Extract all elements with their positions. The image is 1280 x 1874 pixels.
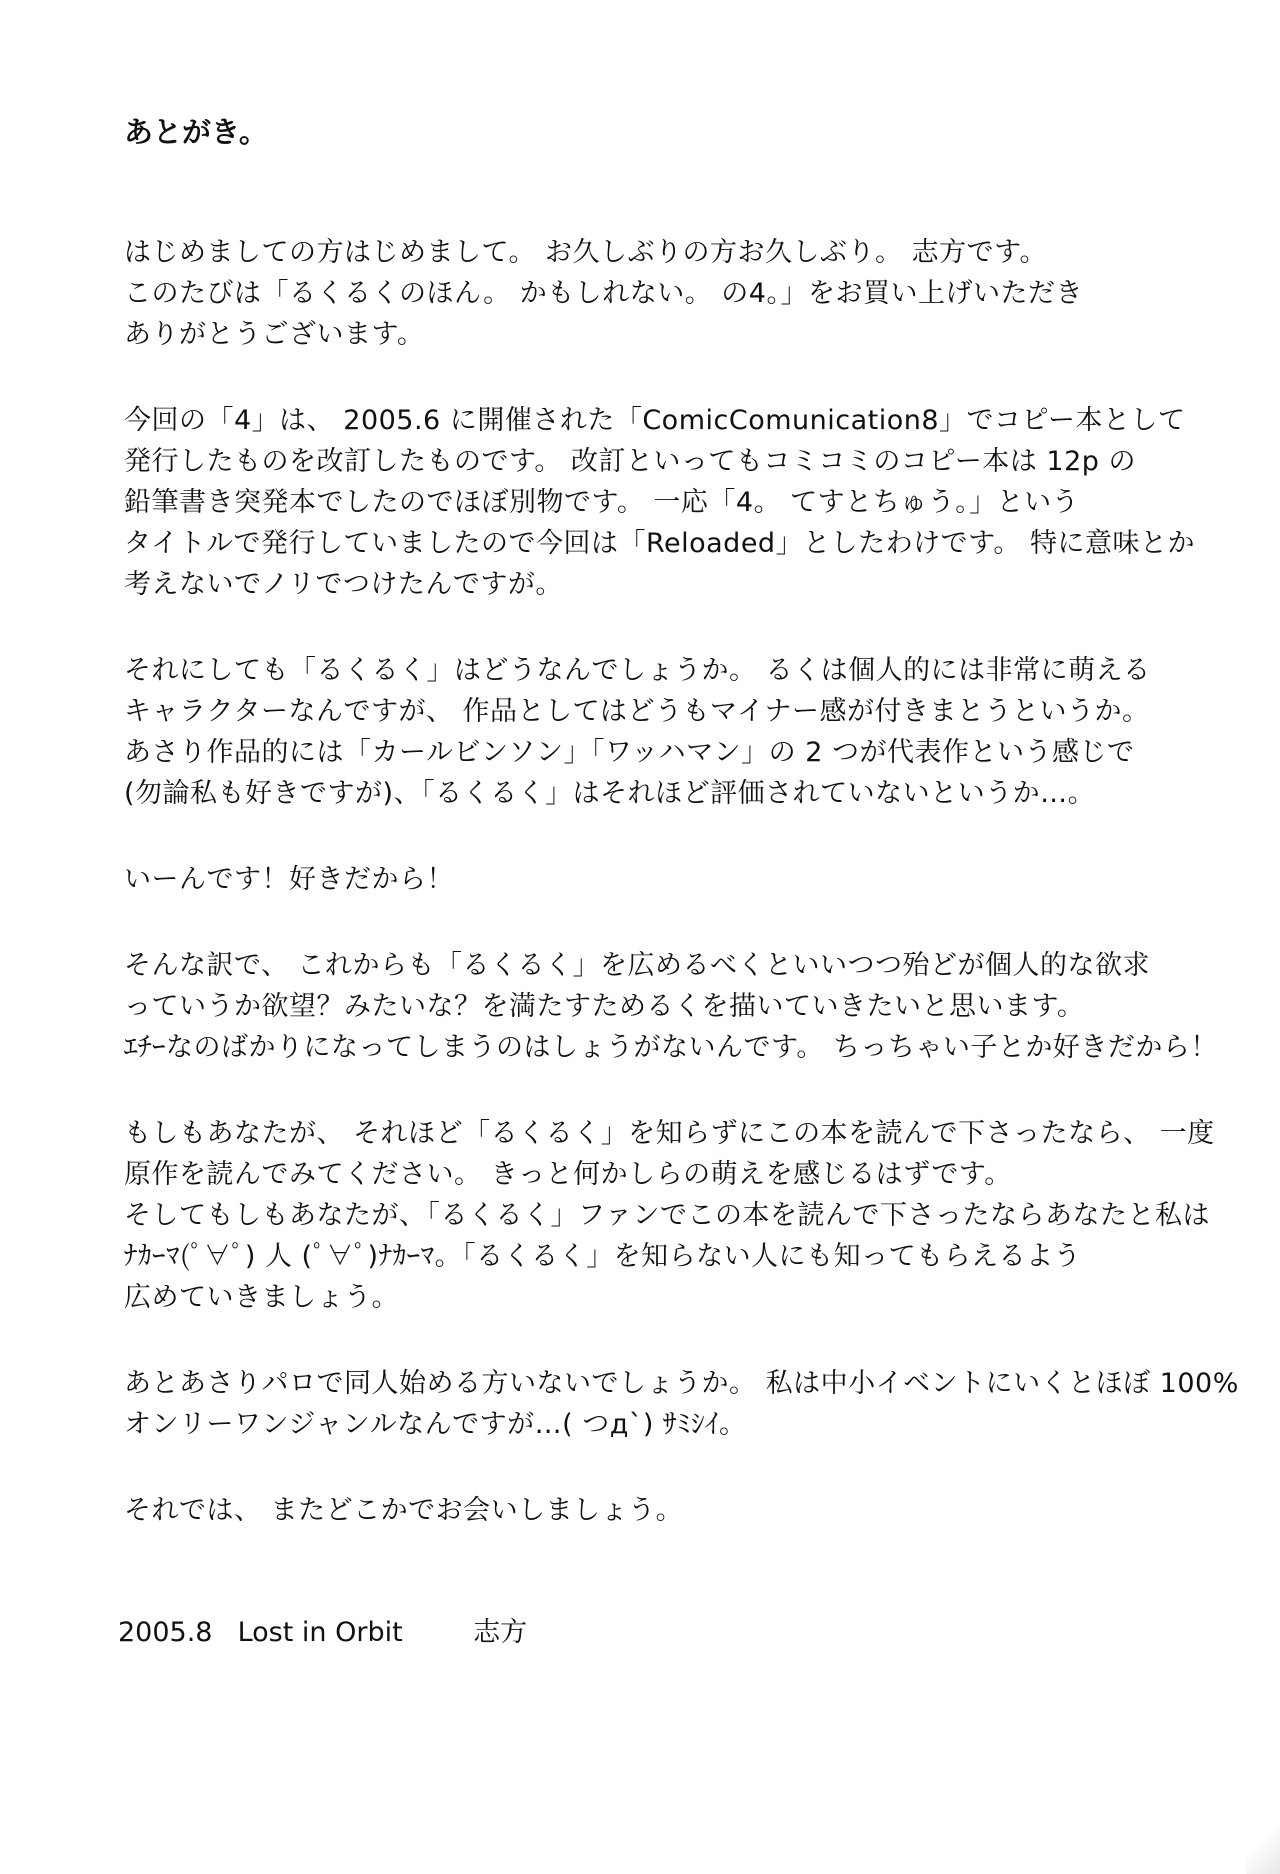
paragraph-to-readers bbox=[124, 1113, 1244, 1318]
text-line: はじめましての方はじめまして。 お久しぶりの方お久しぶり。 志方です。 bbox=[124, 237, 1047, 268]
text-line: オンリーワンジャンルなんですが…( つд`) ｻﾐｼｲ。 bbox=[124, 1409, 747, 1440]
text-line: いーんです！好きだから！ bbox=[124, 864, 454, 895]
text-line: 原作を読んでみてください。 きっと何かしらの萌えを感じるはずです。 bbox=[124, 1159, 1012, 1190]
text-line: 鉛筆書き突発本でしたのでほぼ別物です。 一応「4。 てすとちゅう。」という bbox=[124, 487, 1080, 518]
text-line: 今回の「4」は、 2005.6 に開催された「ComicComunication8」でコピー本として bbox=[124, 405, 1186, 436]
text-line: (勿論私も好きですが)、「るくるく」はそれほど評価されていないというか…。 bbox=[124, 778, 1096, 809]
text-line: このたびは「るくるくのほん。 かもしれない。 の4。」をお買い上げいただき bbox=[124, 278, 1083, 309]
page-corner-shadow bbox=[1246, 1814, 1280, 1874]
text-line: 考えないでノリでつけたんですが。 bbox=[124, 569, 563, 600]
signature-author: 志方 bbox=[473, 1617, 528, 1648]
text-line: もしもあなたが、 それほど「るくるく」を知らずにこの本を読んで下さったなら、 一度 bbox=[124, 1118, 1215, 1149]
text-line: そんな訳で、 これからも「るくるく」を広めるべくといいつつ殆どが個人的な欲求 bbox=[124, 950, 1151, 981]
text-line: タイトルで発行していましたので今回は「Reloaded」としたわけです。 特に意味とか bbox=[124, 528, 1195, 559]
text-line: それでは、 またどこかでお会いしましょう。 bbox=[124, 1495, 684, 1526]
text-line: キャラクターなんですが、 作品としてはどうもマイナー感が付きまとうというか。 bbox=[124, 696, 1150, 727]
paragraph-farewell bbox=[124, 1490, 1244, 1531]
paragraph-about-series bbox=[124, 650, 1244, 814]
text-line: それにしても「るくるく」はどうなんでしょうか。 るくは個人的には非常に萌える bbox=[124, 655, 1151, 686]
afterword-body bbox=[124, 232, 1244, 1576]
text-line: そしてもしもあなたが、「るくるく」ファンでこの本を読んで下さったならあなたと私は bbox=[124, 1200, 1210, 1231]
text-line: っていうか欲望？みたいな？を満たすためるくを描いていきたいと思います。 bbox=[124, 991, 1085, 1022]
paragraph-call-for-circles bbox=[124, 1363, 1244, 1445]
text-line: 発行したものを改訂したものです。 改訂といってもコミコミのコピー本は 12p の bbox=[124, 446, 1137, 477]
signature-circle-name: Lost in Orbit bbox=[237, 1617, 403, 1648]
text-line: あさり作品的には「カールビンソン」「ワッハマン」の 2 つが代表作という感じで bbox=[124, 737, 1135, 768]
paragraph-exclamation bbox=[124, 859, 1244, 900]
text-line: ｴﾁｰなのばかりになってしまうのはしょうがないんです。 ちっちゃい子とか好きだから！ bbox=[124, 1032, 1218, 1063]
paragraph-greeting bbox=[124, 232, 1244, 355]
paragraph-intentions bbox=[124, 945, 1244, 1068]
text-line: ﾅｶｰﾏ(ﾟ∀ﾟ) 人 (ﾟ∀ﾟ)ﾅｶｰﾏ。「るくるく」を知らない人にも知ってもらえるよう bbox=[124, 1241, 1082, 1272]
signature-date: 2005.8 bbox=[118, 1617, 213, 1648]
signature-line bbox=[118, 1613, 527, 1653]
paragraph-about-issue bbox=[124, 400, 1244, 605]
text-line: あとあさりパロで同人始める方いないでしょうか。 私は中小イベントにいくとほぼ 100% bbox=[124, 1368, 1239, 1399]
text-line: 広めていきましょう。 bbox=[124, 1282, 399, 1313]
page-title: あとがき。 bbox=[124, 115, 268, 149]
text-line: ありがとうございます。 bbox=[124, 319, 425, 350]
